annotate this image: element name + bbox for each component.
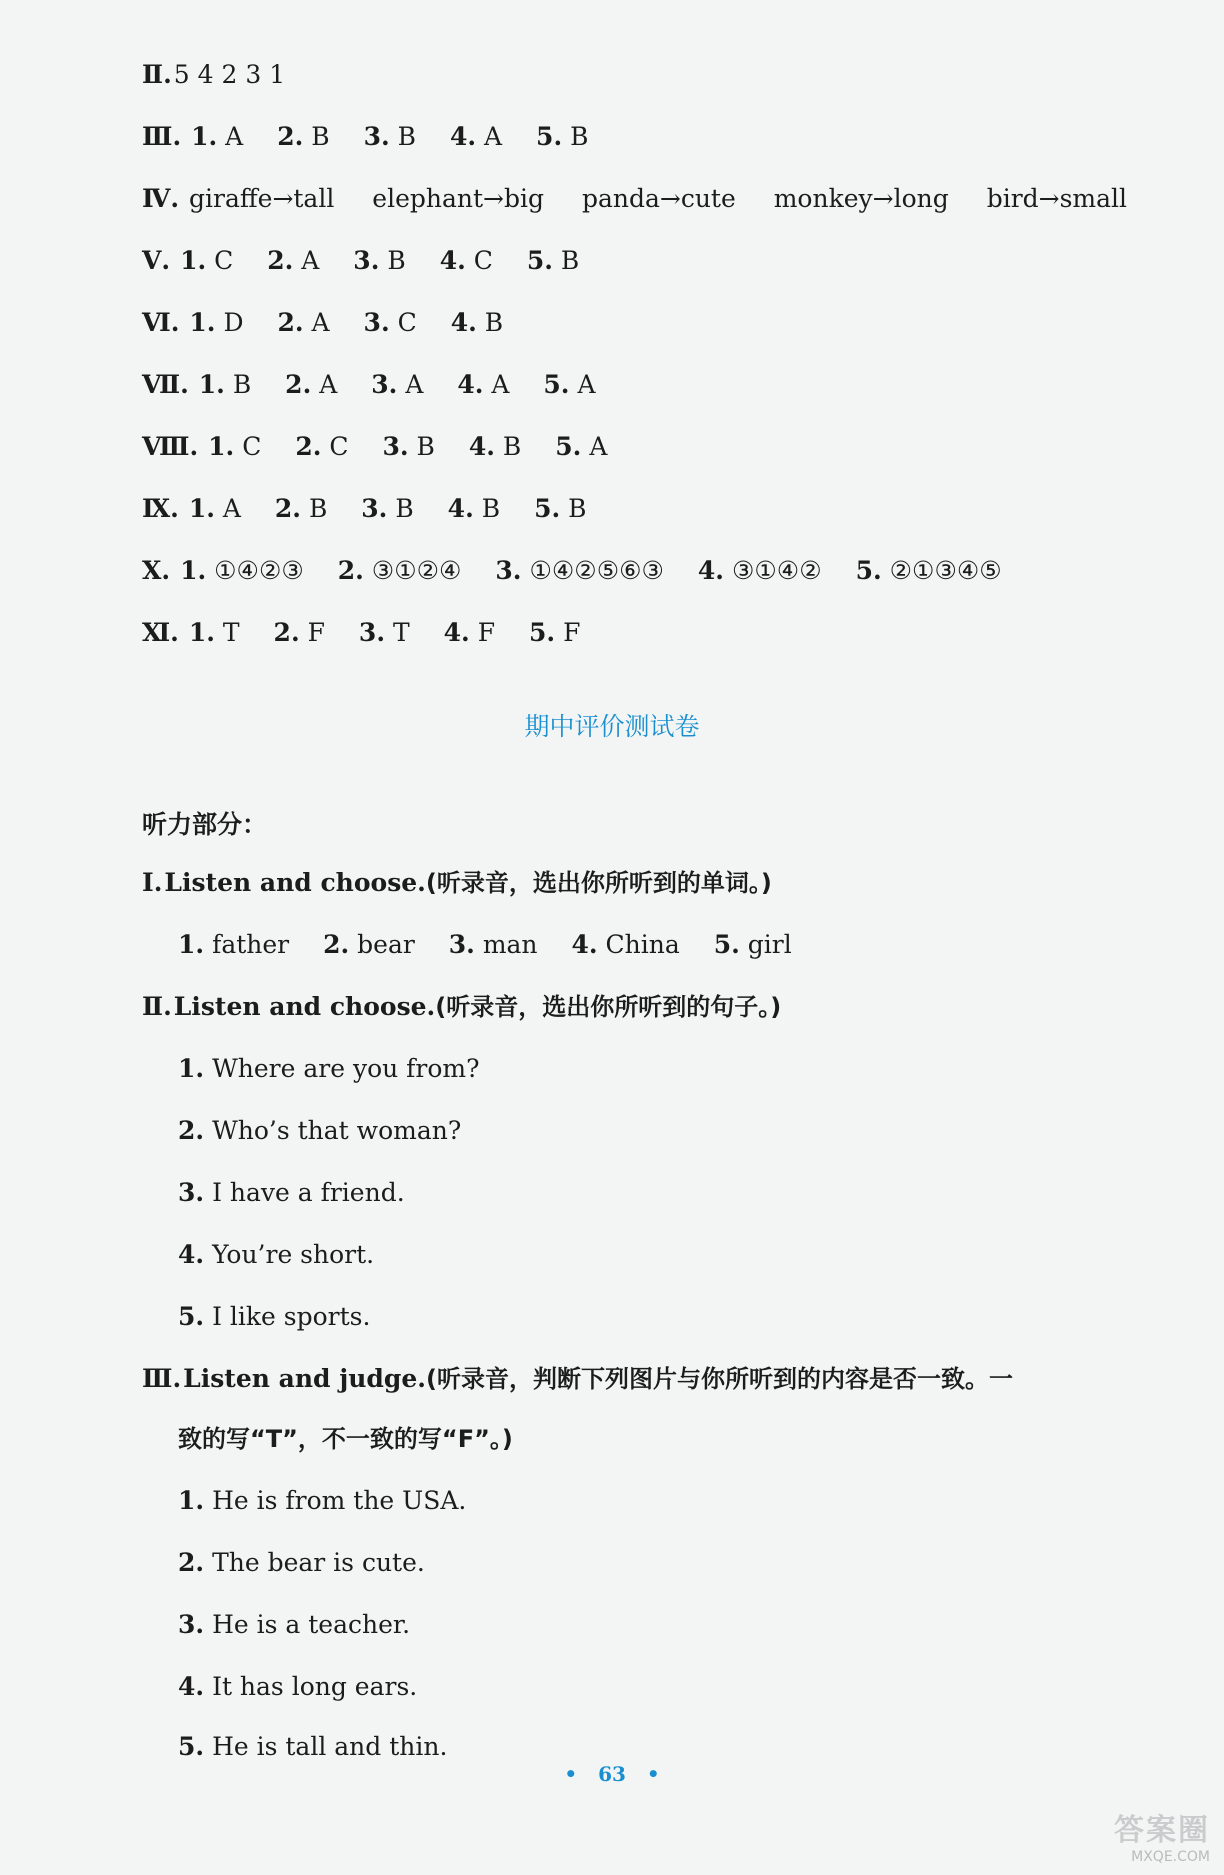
question-1-items: 1. father 2. bear 3. man 4. China 5. girl — [178, 930, 792, 959]
answer-row-10: Ⅹ. 1. ①④②③ 2. ③①②④ 3. ①④②⑤⑥③ 4. ③①④② 5. ②①③④⑤ — [142, 556, 1002, 585]
question-3-title: Ⅲ.Listen and judge.(听录音，判断下列图片与你所听到的内容是否一致。一 — [142, 1364, 1013, 1393]
answer-row-8: Ⅷ. 1. C 2. C 3. B 4. B 5. A — [142, 432, 608, 461]
question-3-item-5: 5. He is tall and thin. — [178, 1732, 448, 1761]
answer-row-3: Ⅲ. 1. A 2. B 3. B 4. A 5. B — [142, 122, 589, 151]
listening-heading: 听力部分： — [142, 810, 268, 839]
question-3-item-1: 1. He is from the USA. — [178, 1486, 467, 1515]
watermark-logo: 答案圈 — [1114, 1813, 1210, 1848]
watermark — [1114, 1805, 1210, 1865]
question-1-title: Ⅰ.Listen and choose.(听录音，选出你所听到的单词。) — [142, 868, 772, 897]
question-2-item-5: 5. I like sports. — [178, 1302, 371, 1331]
question-2-item-4: 4. You’re short. — [178, 1240, 375, 1269]
answer-row-11: Ⅺ. 1. T 2. F 3. T 4. F 5. F — [142, 618, 581, 647]
question-3-item-4: 4. It has long ears. — [178, 1672, 418, 1701]
question-3-item-2: 2. The bear is cute. — [178, 1548, 425, 1577]
watermark-url: MXQE.COM — [1131, 1849, 1210, 1865]
answer-row-5: Ⅴ. 1. C 2. A 3. B 4. C 5. B — [142, 246, 580, 275]
answer-row-4: Ⅳ. giraffe→tall elephant→big panda→cute monkey→long bird→small — [142, 184, 1128, 213]
question-2-title: Ⅱ.Listen and choose.(听录音，选出你所听到的句子。) — [142, 992, 782, 1021]
question-2-item-2: 2. Who’s that woman? — [178, 1116, 462, 1145]
section-title: 期中评价测试卷 — [524, 712, 700, 741]
answer-row-7: Ⅶ. 1. B 2. A 3. A 4. A 5. A — [142, 370, 596, 399]
answer-row-6: Ⅵ. 1. D 2. A 3. C 4. B — [142, 308, 504, 337]
answer-row-9: Ⅸ. 1. A 2. B 3. B 4. B 5. B — [142, 494, 587, 523]
question-2-item-3: 3. I have a friend. — [178, 1178, 405, 1207]
question-3-title-cont: 致的写“T”，不一致的写“F”。) — [178, 1425, 513, 1453]
question-2-item-1: 1. Where are you from? — [178, 1054, 480, 1083]
page-number: • 63 • — [564, 1762, 660, 1786]
question-3-item-3: 3. He is a teacher. — [178, 1610, 411, 1639]
answer-row-2: Ⅱ.5 4 2 3 1 — [142, 60, 286, 89]
